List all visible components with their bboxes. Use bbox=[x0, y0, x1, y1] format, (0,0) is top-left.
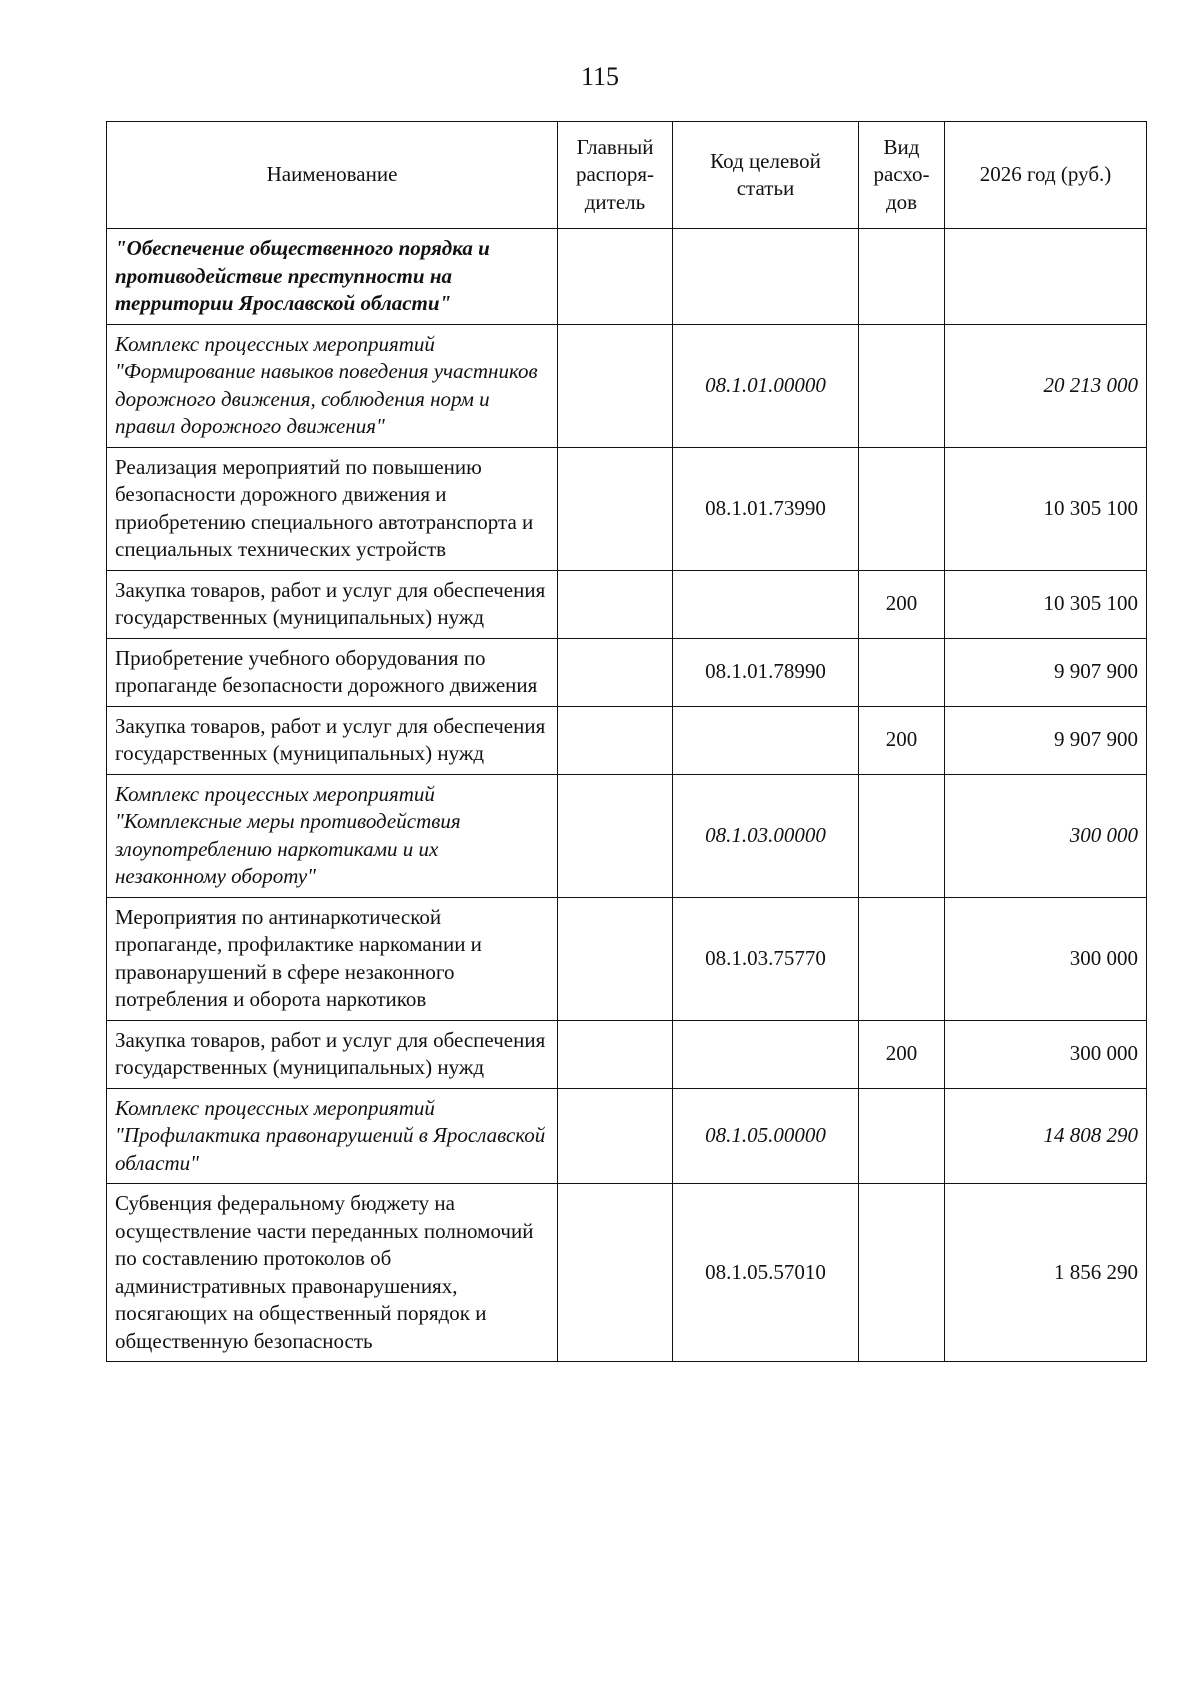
row-type bbox=[859, 638, 945, 706]
row-admin bbox=[558, 1184, 673, 1362]
table-row bbox=[107, 706, 1147, 774]
row-type: 200 bbox=[859, 570, 945, 638]
row-name: "Обеспечение общественного порядка и противодействие преступности на территории Ярославской области" bbox=[107, 229, 558, 325]
table-row bbox=[107, 570, 1147, 638]
table-header bbox=[107, 122, 1147, 229]
row-admin bbox=[558, 447, 673, 570]
row-code bbox=[673, 229, 859, 325]
row-admin bbox=[558, 1020, 673, 1088]
row-type bbox=[859, 229, 945, 325]
row-amount: 9 907 900 bbox=[945, 638, 1147, 706]
row-type: 200 bbox=[859, 1020, 945, 1088]
row-name: Субвенция федеральному бюджету на осуществление части переданных полномочий по составлению протоколов об административных правонарушениях, посягающих на общественный порядок и общественную безопасность bbox=[107, 1184, 558, 1362]
row-amount: 300 000 bbox=[945, 1020, 1147, 1088]
header-admin: Главный распоря-дитель bbox=[558, 122, 673, 229]
row-admin bbox=[558, 706, 673, 774]
row-amount: 300 000 bbox=[945, 774, 1147, 897]
header-row bbox=[107, 122, 1147, 229]
row-admin bbox=[558, 324, 673, 447]
row-amount: 14 808 290 bbox=[945, 1088, 1147, 1184]
row-name: Закупка товаров, работ и услуг для обеспечения государственных (муниципальных) нужд bbox=[107, 706, 558, 774]
row-code: 08.1.01.73990 bbox=[673, 447, 859, 570]
table-row bbox=[107, 1088, 1147, 1184]
row-code bbox=[673, 706, 859, 774]
page-number: 115 bbox=[580, 62, 620, 91]
row-name: Реализация мероприятий по повышению безопасности дорожного движения и приобретению специального автотранспорта и специальных технических устройств bbox=[107, 447, 558, 570]
table-row bbox=[107, 324, 1147, 447]
row-name: Закупка товаров, работ и услуг для обеспечения государственных (муниципальных) нужд bbox=[107, 570, 558, 638]
row-code bbox=[673, 570, 859, 638]
row-amount: 20 213 000 bbox=[945, 324, 1147, 447]
header-type: Вид расхо-дов bbox=[859, 122, 945, 229]
row-name: Комплекс процессных мероприятий "Комплексные меры противодействия злоупотреблению наркотиками и их незаконному обороту" bbox=[107, 774, 558, 897]
row-code: 08.1.03.75770 bbox=[673, 897, 859, 1020]
row-amount: 300 000 bbox=[945, 897, 1147, 1020]
row-code: 08.1.01.78990 bbox=[673, 638, 859, 706]
row-amount: 10 305 100 bbox=[945, 570, 1147, 638]
row-admin bbox=[558, 897, 673, 1020]
row-name: Комплекс процессных мероприятий "Профилактика правонарушений в Ярославской области" bbox=[107, 1088, 558, 1184]
header-name: Наименование bbox=[107, 122, 558, 229]
row-admin bbox=[558, 570, 673, 638]
row-amount: 1 856 290 bbox=[945, 1184, 1147, 1362]
row-code: 08.1.05.57010 bbox=[673, 1184, 859, 1362]
row-amount bbox=[945, 229, 1147, 325]
row-admin bbox=[558, 774, 673, 897]
row-code: 08.1.05.00000 bbox=[673, 1088, 859, 1184]
row-name: Комплекс процессных мероприятий "Формирование навыков поведения участников дорожного движения, соблюдения норм и правил дорожного движения" bbox=[107, 324, 558, 447]
row-code: 08.1.03.00000 bbox=[673, 774, 859, 897]
row-name: Закупка товаров, работ и услуг для обеспечения государственных (муниципальных) нужд bbox=[107, 1020, 558, 1088]
table-row bbox=[107, 1020, 1147, 1088]
table-row bbox=[107, 447, 1147, 570]
table-row bbox=[107, 774, 1147, 897]
table-row bbox=[107, 897, 1147, 1020]
row-admin bbox=[558, 229, 673, 325]
row-code bbox=[673, 1020, 859, 1088]
row-name: Мероприятия по антинаркотической пропаганде, профилактике наркомании и правонарушений в сфере незаконного потребления и оборота наркотиков bbox=[107, 897, 558, 1020]
row-amount: 9 907 900 bbox=[945, 706, 1147, 774]
row-type: 200 bbox=[859, 706, 945, 774]
header-code: Код целевой статьи bbox=[673, 122, 859, 229]
row-type bbox=[859, 447, 945, 570]
row-type bbox=[859, 1184, 945, 1362]
row-type bbox=[859, 774, 945, 897]
table-row bbox=[107, 638, 1147, 706]
row-type bbox=[859, 897, 945, 1020]
row-code: 08.1.01.00000 bbox=[673, 324, 859, 447]
row-type bbox=[859, 324, 945, 447]
row-type bbox=[859, 1088, 945, 1184]
table-body bbox=[107, 229, 1147, 1362]
header-amount: 2026 год (руб.) bbox=[945, 122, 1147, 229]
row-name: Приобретение учебного оборудования по пропаганде безопасности дорожного движения bbox=[107, 638, 558, 706]
table-row bbox=[107, 1184, 1147, 1362]
row-admin bbox=[558, 1088, 673, 1184]
budget-table bbox=[106, 121, 1147, 1362]
row-admin bbox=[558, 638, 673, 706]
table-row bbox=[107, 229, 1147, 325]
row-amount: 10 305 100 bbox=[945, 447, 1147, 570]
